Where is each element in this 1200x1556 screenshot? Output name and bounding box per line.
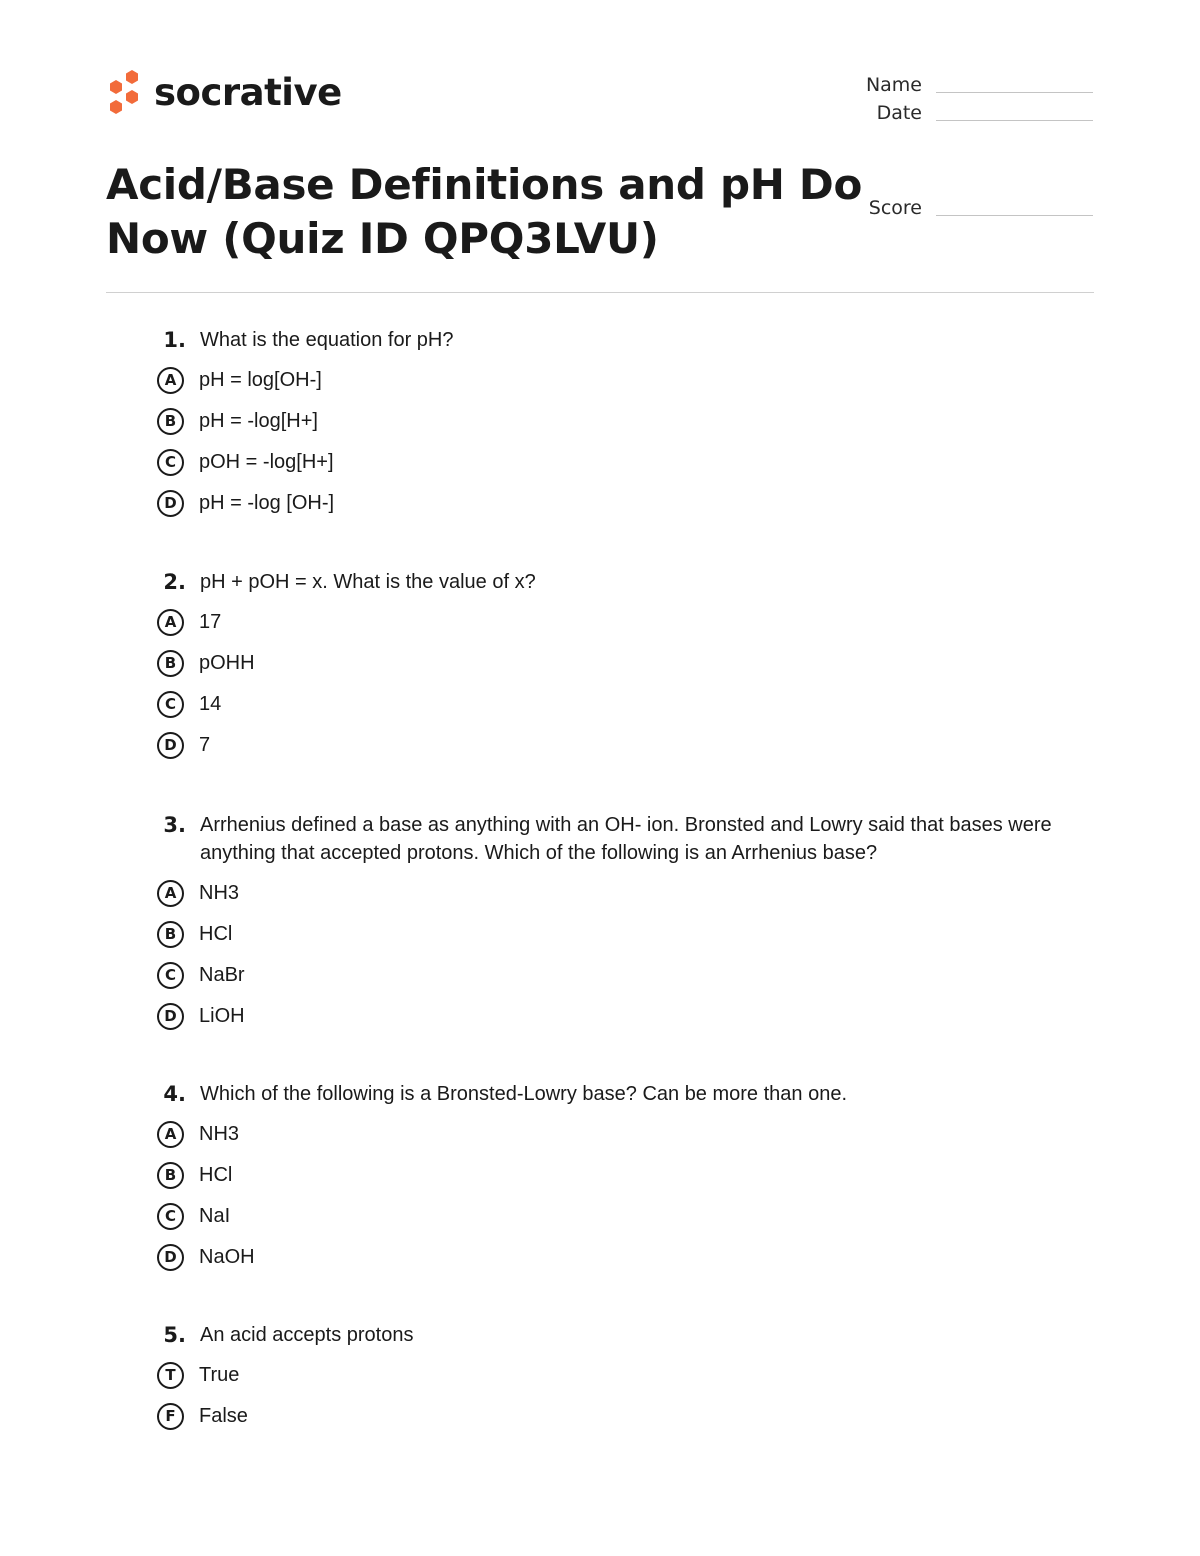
choice-d[interactable] <box>156 1001 1056 1031</box>
choice-text: NaI <box>199 1204 231 1227</box>
choice-text: pOHH <box>199 651 255 674</box>
choice-text: 14 <box>199 692 222 715</box>
choice-letter-circle[interactable]: D <box>157 1003 184 1030</box>
question-number: 4. <box>163 1082 186 1106</box>
choice-text: HCl <box>199 922 233 945</box>
socrative-logo-icon <box>106 68 142 116</box>
header-divider <box>106 292 1094 293</box>
choice-b[interactable] <box>156 406 1056 436</box>
choice-a[interactable] <box>156 607 1056 637</box>
question-number: 5. <box>163 1323 186 1347</box>
choice-letter-circle[interactable]: C <box>157 962 184 989</box>
question-number: 2. <box>163 570 186 594</box>
question-text: Which of the following is a Bronsted-Lowry base? Can be more than one. <box>200 1083 848 1105</box>
question-number: 3. <box>163 813 186 837</box>
choice-text: NaBr <box>199 963 245 986</box>
choice-letter-circle[interactable]: D <box>157 490 184 517</box>
choice-letter-circle[interactable]: C <box>157 1203 184 1230</box>
choice-text: 17 <box>199 610 222 633</box>
choice-b[interactable] <box>156 1160 1056 1190</box>
choice-text: pH = -log [OH-] <box>199 491 335 514</box>
choice-text: False <box>199 1404 248 1427</box>
choice-text: pH = log[OH-] <box>199 368 322 391</box>
question-3 <box>156 811 1056 1031</box>
choice-d[interactable] <box>156 730 1056 760</box>
quiz-title: Acid/Base Definitions and pH Do Now (Quiz ID QPQ3LVU) <box>106 160 863 263</box>
question-4 <box>156 1080 1056 1272</box>
name-field[interactable] <box>862 76 1093 95</box>
score-line[interactable] <box>936 215 1093 216</box>
choice-a[interactable] <box>156 1119 1056 1149</box>
choice-a[interactable] <box>156 365 1056 395</box>
choice-letter-circle[interactable]: F <box>157 1403 184 1430</box>
date-line[interactable] <box>936 120 1093 121</box>
choice-text: LiOH <box>199 1004 245 1027</box>
choice-text: NH3 <box>199 881 240 904</box>
socrative-logo <box>106 68 342 116</box>
question-1 <box>156 326 1056 518</box>
choice-b[interactable] <box>156 648 1056 678</box>
choice-text: HCl <box>199 1163 233 1186</box>
choice-c[interactable] <box>156 689 1056 719</box>
date-field[interactable] <box>862 104 1093 123</box>
choice-c[interactable] <box>156 447 1056 477</box>
score-field[interactable] <box>862 199 1093 218</box>
choice-text: NaOH <box>199 1245 255 1268</box>
choice-letter-circle[interactable]: B <box>157 921 184 948</box>
name-line[interactable] <box>936 92 1093 93</box>
choice-letter-circle[interactable]: D <box>157 732 184 759</box>
choice-letter-circle[interactable]: C <box>157 449 184 476</box>
choice-d[interactable] <box>156 1242 1056 1272</box>
choice-letter-circle[interactable]: B <box>157 408 184 435</box>
choice-false[interactable] <box>156 1401 1056 1431</box>
choice-letter-circle[interactable]: A <box>157 1121 184 1148</box>
choice-text: pOH = -log[H+] <box>199 450 334 473</box>
choice-letter-circle[interactable]: A <box>157 609 184 636</box>
score-label: Score <box>868 197 922 219</box>
question-2 <box>156 568 1056 760</box>
choice-b[interactable] <box>156 919 1056 949</box>
choice-text: NH3 <box>199 1122 240 1145</box>
choice-letter-circle[interactable]: T <box>157 1362 184 1389</box>
question-text: pH + pOH = x. What is the value of x? <box>200 571 536 593</box>
choice-text: 7 <box>199 733 211 756</box>
choice-c[interactable] <box>156 1201 1056 1231</box>
name-label: Name <box>865 74 922 96</box>
choice-letter-circle[interactable]: D <box>157 1244 184 1271</box>
choice-a[interactable] <box>156 878 1056 908</box>
question-text: What is the equation for pH? <box>200 329 454 351</box>
choice-true[interactable] <box>156 1360 1056 1390</box>
choice-d[interactable] <box>156 488 1056 518</box>
question-text: An acid accepts protons <box>200 1324 414 1346</box>
choice-letter-circle[interactable]: B <box>157 650 184 677</box>
brand-name: socrative <box>154 70 342 114</box>
choice-letter-circle[interactable]: C <box>157 691 184 718</box>
choice-letter-circle[interactable]: A <box>157 880 184 907</box>
choice-letter-circle[interactable]: A <box>157 367 184 394</box>
question-5 <box>156 1321 1056 1431</box>
choice-letter-circle[interactable]: B <box>157 1162 184 1189</box>
question-text: Arrhenius defined a base as anything with an OH- ion. Bronsted and Lowry said that bases were anything that accepted protons. Which of the following is an Arrhenius base? <box>200 814 1052 864</box>
date-label: Date <box>876 102 922 124</box>
choice-text: True <box>199 1363 240 1386</box>
choice-text: pH = -log[H+] <box>199 409 318 432</box>
question-number: 1. <box>163 328 186 352</box>
choice-c[interactable] <box>156 960 1056 990</box>
